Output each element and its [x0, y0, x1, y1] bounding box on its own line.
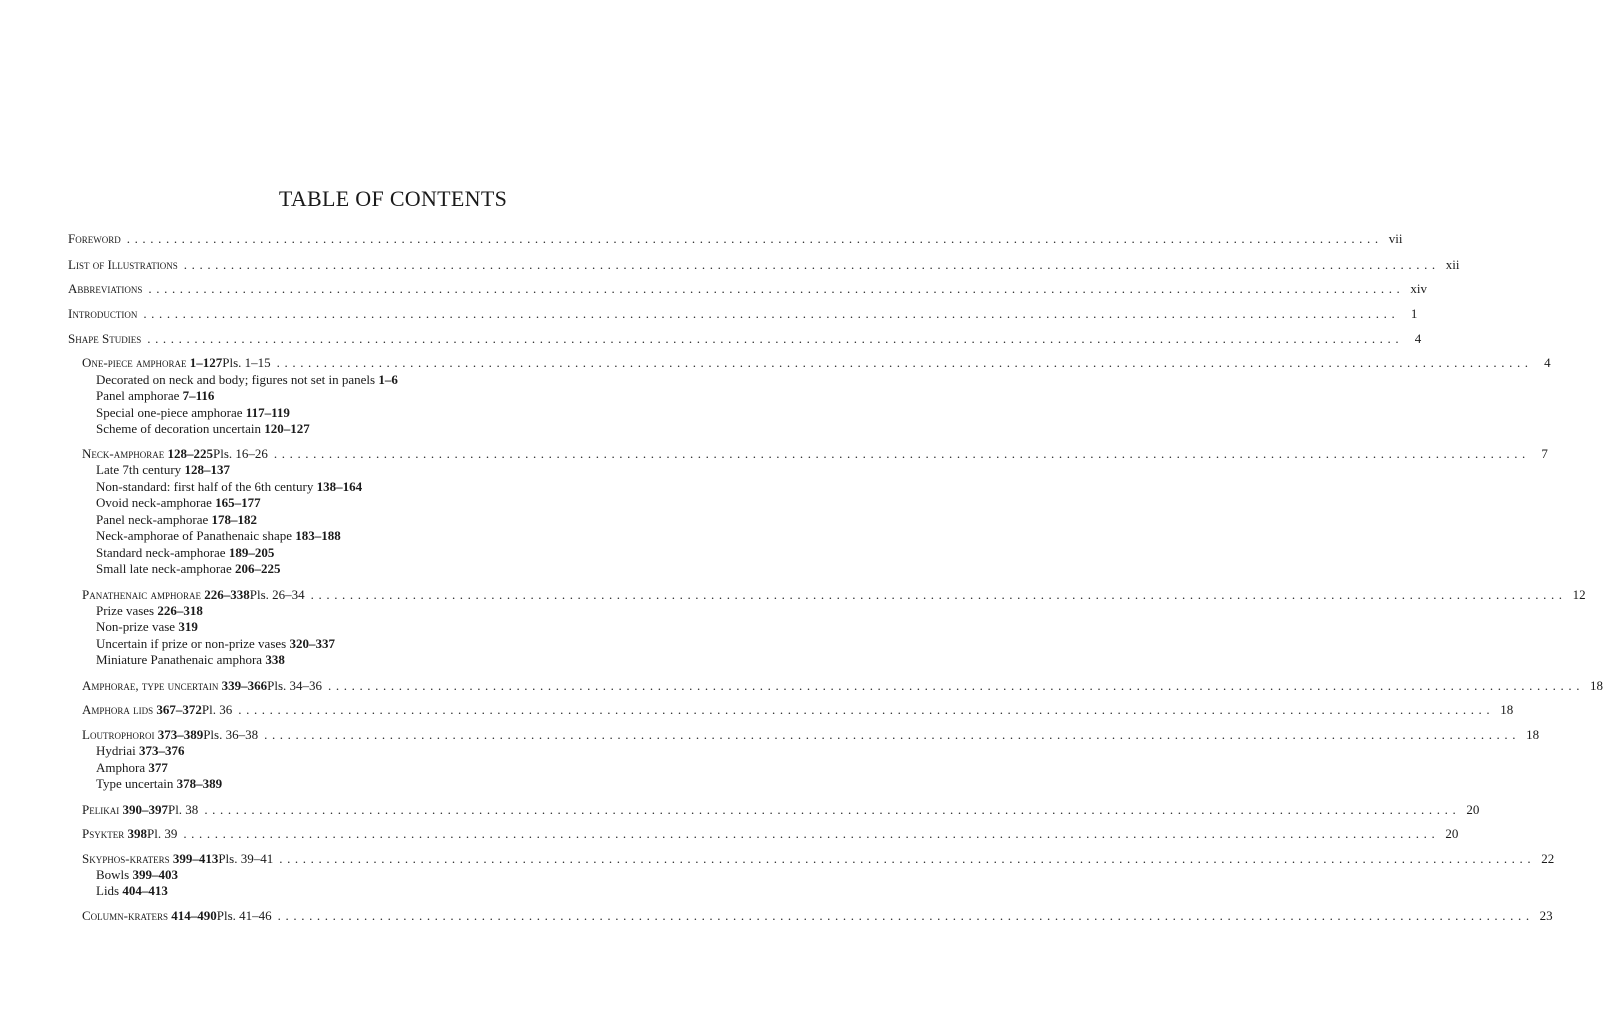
catalogue-numbers: 367–372: [156, 702, 202, 717]
toc-subitem[interactable]: Standard neck-amphorae 189–205: [96, 545, 275, 560]
section-label: Pelikai: [82, 802, 120, 817]
plates: Pls. 16–26: [212, 446, 268, 461]
toc-entry-shape-studies[interactable]: [68, 330, 1422, 347]
toc-subitem[interactable]: Prize vases 226–318: [96, 603, 203, 618]
toc-page-number: 20: [1466, 802, 1480, 817]
leader-dots: ................................................................................................................................................................: [277, 908, 1534, 923]
toc-page-number: 18: [1590, 678, 1603, 693]
catalogue-numbers: 128–225: [167, 446, 213, 461]
section-label: Panathenaic amphorae: [82, 587, 201, 602]
section-label: Amphora lids: [82, 702, 154, 717]
section-label: Amphorae, type uncertain: [82, 678, 219, 693]
toc-page-number: vii: [1388, 231, 1403, 246]
toc-label: List of Illustrations: [68, 257, 178, 272]
catalogue-numbers: 339–366: [221, 678, 268, 693]
leader-dots: ................................................................................................................................................................: [126, 231, 1383, 246]
toc-page-number: 18: [1526, 727, 1540, 742]
toc-subitem[interactable]: Non-prize vase 319: [96, 619, 198, 634]
plates: Pls. 36–38: [203, 727, 259, 742]
section-label: Neck-amphorae: [82, 446, 165, 461]
toc-subitem[interactable]: Lids 404–413: [96, 883, 168, 898]
toc-section-pelikai[interactable]: [82, 801, 1480, 818]
leader-dots: ................................................................................................................................................................: [143, 306, 1400, 321]
toc-subitem[interactable]: Neck-amphorae of Panathenaic shape 183–188: [96, 528, 341, 543]
toc-page-number: 22: [1541, 851, 1555, 866]
toc-subitem[interactable]: Hydriai 373–376: [96, 743, 185, 758]
toc-subitem[interactable]: Small late neck-amphorae 206–225: [96, 561, 281, 576]
plates: Pls. 39–41: [218, 851, 274, 866]
plates: Pl. 36: [201, 702, 233, 717]
toc-page-number: 7: [1541, 446, 1548, 461]
toc-subitem[interactable]: Amphora 377: [96, 760, 168, 775]
leader-dots: ................................................................................................................................................................: [148, 281, 1405, 296]
section-label: Loutrophoroi: [82, 727, 155, 742]
toc-entry-foreword[interactable]: [68, 230, 1403, 247]
plates: Pl. 39: [146, 826, 178, 841]
toc-label: Foreword: [68, 231, 121, 246]
catalogue-numbers: 1–127: [189, 355, 223, 370]
catalogue-numbers: 390–397: [122, 802, 168, 817]
toc-entry-abbreviations[interactable]: [68, 280, 1428, 297]
toc-section-loutrophoroi[interactable]: [82, 726, 1540, 743]
section-label: One-piece amphorae: [82, 355, 187, 370]
plates: Pls. 26–34: [249, 587, 305, 602]
toc-section-amphora-lids[interactable]: [82, 701, 1514, 718]
toc-subitem[interactable]: Decorated on neck and body; figures not set in panels 1–6: [96, 372, 398, 387]
toc-subitem[interactable]: Bowls 399–403: [96, 867, 178, 882]
toc-subitem[interactable]: Miniature Panathenaic amphora 338: [96, 652, 285, 667]
leader-dots: ................................................................................................................................................................: [204, 802, 1461, 817]
catalogue-numbers: 226–338: [204, 587, 250, 602]
toc-page-number: 4: [1544, 355, 1551, 370]
toc-subitem[interactable]: Type uncertain 378–389: [96, 776, 223, 791]
toc-section-skyphos-kraters[interactable]: [82, 850, 1555, 867]
leader-dots: ................................................................................................................................................................: [147, 331, 1404, 346]
section-label: Skyphos-kraters: [82, 851, 170, 866]
catalogue-numbers: 414–490: [171, 908, 217, 923]
toc-subitem[interactable]: Panel amphorae 7–116: [96, 388, 215, 403]
toc-subitem[interactable]: Panel neck-amphorae 178–182: [96, 512, 258, 527]
toc-label: Introduction: [68, 306, 138, 321]
section-label: Column-kraters: [82, 908, 169, 923]
leader-dots: ................................................................................................................................................................: [273, 446, 1530, 461]
leader-dots: ................................................................................................................................................................: [276, 355, 1533, 370]
leader-dots: ................................................................................................................................................................: [328, 678, 1585, 693]
toc-section-column-kraters[interactable]: [82, 907, 1553, 924]
toc-section-amphorae-type-uncertain[interactable]: [82, 677, 1603, 694]
toc-subitem[interactable]: Non-standard: first half of the 6th century 138–164: [96, 479, 363, 494]
toc-section-neck-amphorae[interactable]: [82, 445, 1548, 462]
toc-label: Shape Studies: [68, 331, 142, 346]
toc-section-one-piece-amphorae[interactable]: [82, 354, 1551, 371]
leader-dots: ................................................................................................................................................................: [183, 257, 1440, 272]
toc-subitem[interactable]: Scheme of decoration uncertain 120–127: [96, 421, 310, 436]
leader-dots: ................................................................................................................................................................: [264, 727, 1521, 742]
toc-page-number: 18: [1500, 702, 1514, 717]
plates: Pls. 41–46: [216, 908, 272, 923]
toc-page-number: xiv: [1410, 281, 1428, 296]
toc-page-number: 1: [1410, 306, 1418, 321]
plates: Pls. 34–36: [267, 678, 323, 693]
leader-dots: ................................................................................................................................................................: [238, 702, 1495, 717]
catalogue-numbers: 398: [127, 826, 147, 841]
toc-page-number: xii: [1445, 257, 1460, 272]
leader-dots: ................................................................................................................................................................: [183, 826, 1440, 841]
toc-page-number: 4: [1414, 331, 1422, 346]
toc-subitem[interactable]: Special one-piece amphorae 117–119: [96, 405, 290, 420]
toc-section-psykter[interactable]: [82, 825, 1459, 842]
leader-dots: ................................................................................................................................................................: [310, 587, 1567, 602]
toc-page-number: 23: [1539, 908, 1553, 923]
toc-subitem[interactable]: Ovoid neck-amphorae 165–177: [96, 495, 261, 510]
toc-entry-list-of-illustrations[interactable]: [68, 256, 1460, 273]
toc-subitem[interactable]: Late 7th century 128–137: [96, 462, 230, 477]
toc-subitem[interactable]: Uncertain if prize or non-prize vases 320–337: [96, 636, 335, 651]
leader-dots: ................................................................................................................................................................: [279, 851, 1536, 866]
toc-page-number: 20: [1445, 826, 1459, 841]
toc-label: Abbreviations: [68, 281, 143, 296]
toc-section-panathenaic-amphorae[interactable]: [82, 586, 1586, 603]
catalogue-numbers: 373–389: [157, 727, 204, 742]
toc-entry-introduction[interactable]: [68, 305, 1418, 322]
page-title: TABLE OF CONTENTS: [278, 186, 508, 211]
plates: Pls. 1–15: [222, 355, 271, 370]
catalogue-numbers: 399–413: [172, 851, 219, 866]
plates: Pl. 38: [167, 802, 199, 817]
toc-page-number: 12: [1572, 587, 1586, 602]
section-label: Psykter: [82, 826, 125, 841]
